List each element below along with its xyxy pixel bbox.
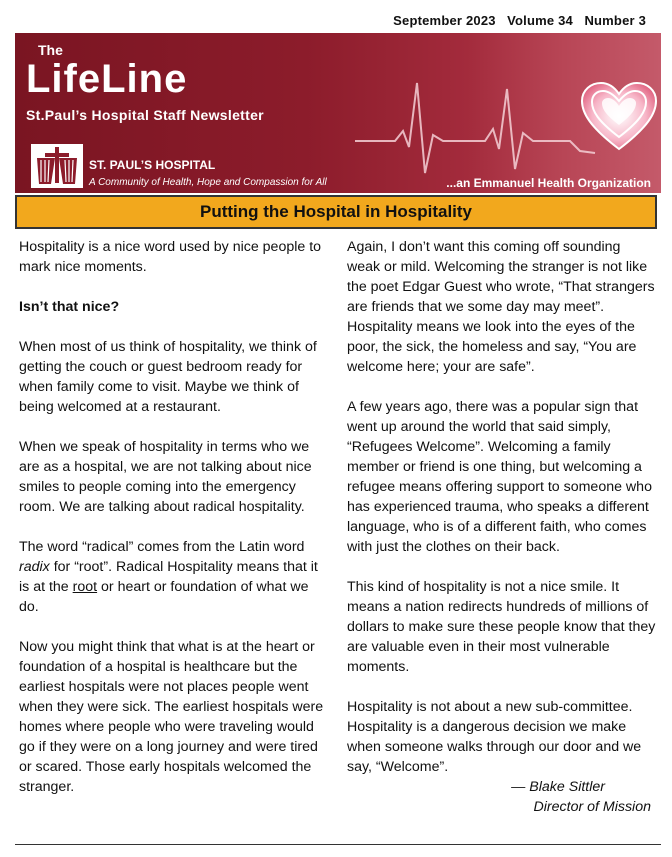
paragraph-subheading: Isn’t that nice? <box>19 299 120 315</box>
text-run: or heart or foundation of what we do. <box>19 579 309 615</box>
text-run: for “root”. Radical Hospitality means that it is at the <box>19 559 318 595</box>
paragraph: A few years ago, there was a popular sign that went up around the world that said simply, “Refugees Welcome”. Welcoming a family member or friend is one thing, but welcoming a refugee means offering support to someone who has experienced trauma, who speaks a different language, who is of a different faith, who comes with just the clothes on their back. <box>347 399 652 555</box>
organization-name: ...an Emmanuel Health Organization <box>446 176 651 190</box>
newsletter-subtitle: St.Paul’s Hospital Staff Newsletter <box>26 107 264 123</box>
text-run: The word “radical” comes from the Latin word <box>19 539 305 555</box>
bottom-divider <box>15 844 661 845</box>
issue-volume: Volume 34 <box>507 13 573 28</box>
issue-info <box>393 13 646 28</box>
hospital-name: ST. PAUL’S HOSPITAL <box>89 158 216 172</box>
paragraph: Hospitality is not about a new sub-committee. Hospitality is a dangerous decision we make when someone walks through our door and we say, “Welcome”. <box>347 699 642 775</box>
issue-date: September 2023 <box>393 13 496 28</box>
paragraph: This kind of hospitality is not a nice smile. It means a nation redirects hundreds of millions of dollars to make sure these people know that they are valuable even in their most vulnerable moments. <box>347 579 656 675</box>
heart-icon <box>580 81 658 153</box>
paragraph: When most of us think of hospitality, we think of getting the couch or guest bedroom ready for when family come to visit. Maybe we think of being welcomed at a restaurant. <box>19 339 317 415</box>
author-title: Director of Mission <box>533 799 651 815</box>
article-column-right <box>347 237 657 817</box>
masthead-the: The <box>38 42 63 58</box>
paragraph: Now you might think that what is at the heart or foundation of a hospital is healthcare but the earliest hospitals were not places people went when they were sick. The earliest hospitals were homes where people who were traveling would go if they were on a long journey and were tired or scared. Those early hospitals welcomed the stranger. <box>19 639 324 795</box>
author-name: — Blake Sittler <box>511 779 605 795</box>
emphasis-radix: radix <box>19 559 50 575</box>
paragraph: When we speak of hospitality in terms who we are as a hospital, we are not talking about nice smiles to people coming into the emergency room. We are talking about radical hospitality. <box>19 439 312 515</box>
paragraph <box>19 537 325 617</box>
article-column-left <box>19 237 325 817</box>
paragraph: Hospitality is a nice word used by nice people to mark nice moments. <box>19 239 322 275</box>
hospital-tagline: A Community of Health, Hope and Compassion for All <box>89 177 327 188</box>
hospital-logo-icon <box>31 144 83 188</box>
underline-root: root <box>72 579 98 595</box>
article-headline: Putting the Hospital in Hospitality <box>15 195 657 229</box>
issue-number: Number 3 <box>584 13 646 28</box>
masthead-banner <box>15 33 661 193</box>
paragraph: Again, I don’t want this coming off sounding weak or mild. Welcoming the stranger is not like the poet Edgar Guest who wrote, “That strangers are friends that we some day may meet”. Hospitality means we look into the eyes of the poor, the sick, the homeless and say, “You are welcome here; your are safe”. <box>347 239 655 375</box>
newsletter-title: LifeLine <box>26 57 188 101</box>
